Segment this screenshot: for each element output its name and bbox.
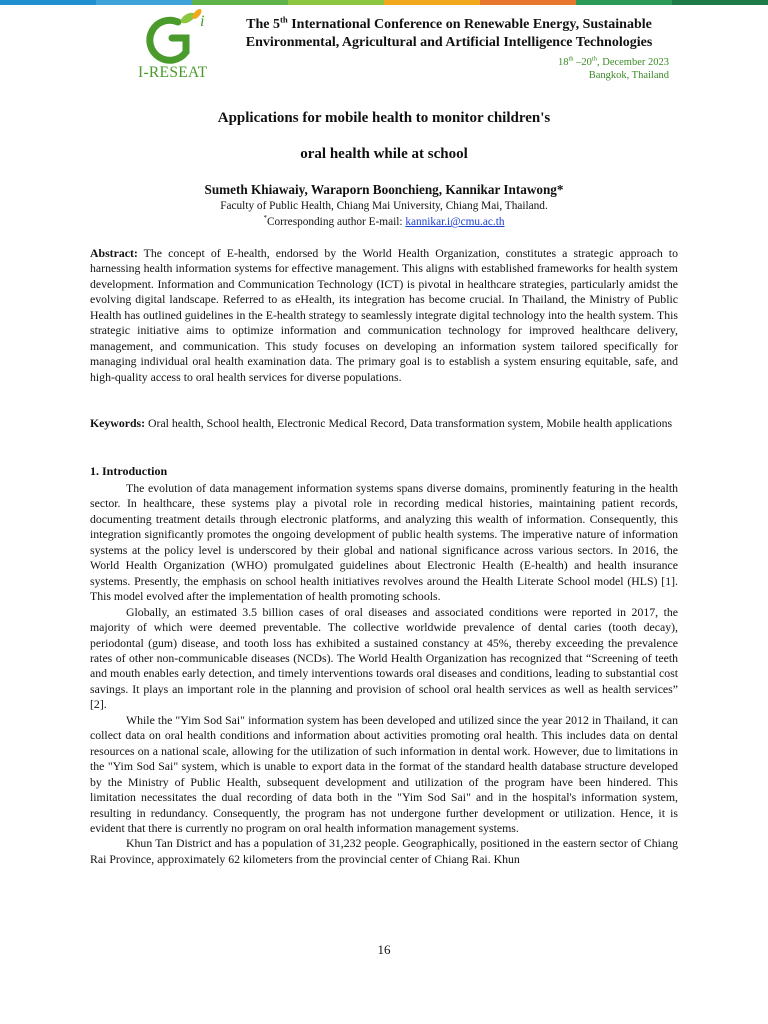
color-bar-segment — [576, 0, 672, 5]
color-bar-segment — [0, 0, 96, 5]
color-bar-segment — [288, 0, 384, 5]
paper-title-line-1: Applications for mobile health to monitor children's — [217, 110, 551, 126]
abstract-label: Abstract: — [90, 246, 138, 260]
page-number: 16 — [377, 942, 391, 957]
introduction-heading: 1. Introduction — [90, 464, 168, 478]
abstract — [90, 246, 678, 385]
corresponding-author: *Corresponding author E-mail: kannikar.i@cmu.ac.th — [263, 214, 505, 228]
header-color-bar — [0, 0, 768, 5]
conference-title: The 5th International Conference on Renewable Energy, Sustainable Environmental, Agricultural and Artificial Intelligence Technologies — [245, 14, 653, 50]
logo-text: I-RESEAT — [138, 64, 208, 81]
conference-location: Bangkok, Thailand — [588, 70, 669, 81]
paragraph: Globally, an estimated 3.5 billion cases of oral diseases and associated conditions were reported in 2017, the majority of which were deemed preventable. The collective worldwide prevalence of dental caries (tooth decay), periodontal (gum) disease, and tooth loss has exhibited a sustained constancy at 45%, thereby exceeding the prevalence rates of other non-communicable diseases (NCDs). The World Health Organization has recognized that “Screening of teeth and mouth enables early detection, and timely interventions towards oral diseases and conditions, leading to substantial cost savings. It plays an important role in the planning and provision of school oral health services as well as health services” [2]. — [90, 604, 678, 712]
color-bar-segment — [480, 0, 576, 5]
color-bar-segment — [672, 0, 768, 5]
color-bar-segment — [384, 0, 480, 5]
keywords — [90, 416, 678, 431]
author-list: Sumeth Khiawaiy, Waraporn Boonchieng, Kannikar Intawong* — [204, 182, 564, 197]
paragraph: Khun Tan District and has a population of 31,232 people. Geographically, positioned in the eastern sector of Chiang Rai Province, approximately 62 kilometers from the provincial center of Chiang Rai. Khun — [90, 836, 678, 866]
keywords-label: Keywords: — [90, 416, 146, 430]
paragraph: While the "Yim Sod Sai" information system has been developed and utilized since the year 2012 in Thailand, it can collect data on oral health conditions and information about activities promoting oral health. This includes data on dental resources on a national scale, allowing for the utilization of such information in dental work. However, due to limitations in the "Yim Sod Sai" system, which is unable to export data in the format of the standard health database structure developed by the Ministry of Public Health, subsequent development and utilization of the program have been hindered. This limitation necessitates the dual recording of data both in the "Yim Sod Sai" and in the hospital's information system, resulting in redundancy. Consequently, the program has not undergone further development or utilization. Hence, it is evident that there is currently no program on oral health information management systems. — [90, 712, 678, 835]
color-bar-segment — [192, 0, 288, 5]
svg-text:i: i — [200, 13, 205, 30]
email-link[interactable]: kannikar.i@cmu.ac.th — [405, 216, 505, 228]
paper-title-line-2: oral health while at school — [300, 146, 468, 162]
date-range: 18th –20th, December 2023 — [557, 55, 669, 68]
color-bar-segment — [96, 0, 192, 5]
affiliation: Faculty of Public Health, Chiang Mai University, Chiang Mai, Thailand. — [220, 200, 548, 212]
paragraph: The evolution of data management information systems spans diverse domains, prominently featuring in the health sector. In healthcare, these systems play a pivotal role in recording medical histories, maintaining patient records, documenting treatment details through electronic platforms, and analyzing this wealth of information. Consequently, this integration significantly promotes the ongoing development of public health systems. The imperative nature of information systems at the policy level is underscored by their global and national significance across various sectors. In 2016, the World Health Organization (WHO) promulgated guidelines about Electronic Health (E-health) and health insurance systems. Presently, the emphasis on school health initiatives revolves around the Health Literate School model (HLS) [1]. This model evolved after the implementation of health promoting schools. — [90, 481, 678, 604]
abstract-text: The concept of E-health, endorsed by the World Health Organization, constitutes a strategic approach to harnessing health information systems for effective management. This aligns with established frameworks for health system development. Information and Communication Technology (ICT) is pivotal in healthcare strategies, particularly amidst the evolving digital landscape. Referred to as eHealth, its integration has become crucial. In Thailand, the Ministry of Public Health has outlined guidelines in the E-health strategy to seamlessly integrate digital technology into the health system. This strategic initiative aims to optimize information and communication technology for improved healthcare delivery, management, and communication. This study focuses on developing an information system tailored specifically for managing individual oral health examination data. The primary goal is to establish a system ensuring equitable, safe, and high-quality access to oral health services for diverse populations. — [90, 246, 678, 384]
introduction-body — [90, 481, 678, 867]
keywords-text: Oral health, School health, Electronic Medical Record, Data transformation system, Mobile health applications — [145, 416, 673, 430]
conference-date — [558, 56, 669, 82]
